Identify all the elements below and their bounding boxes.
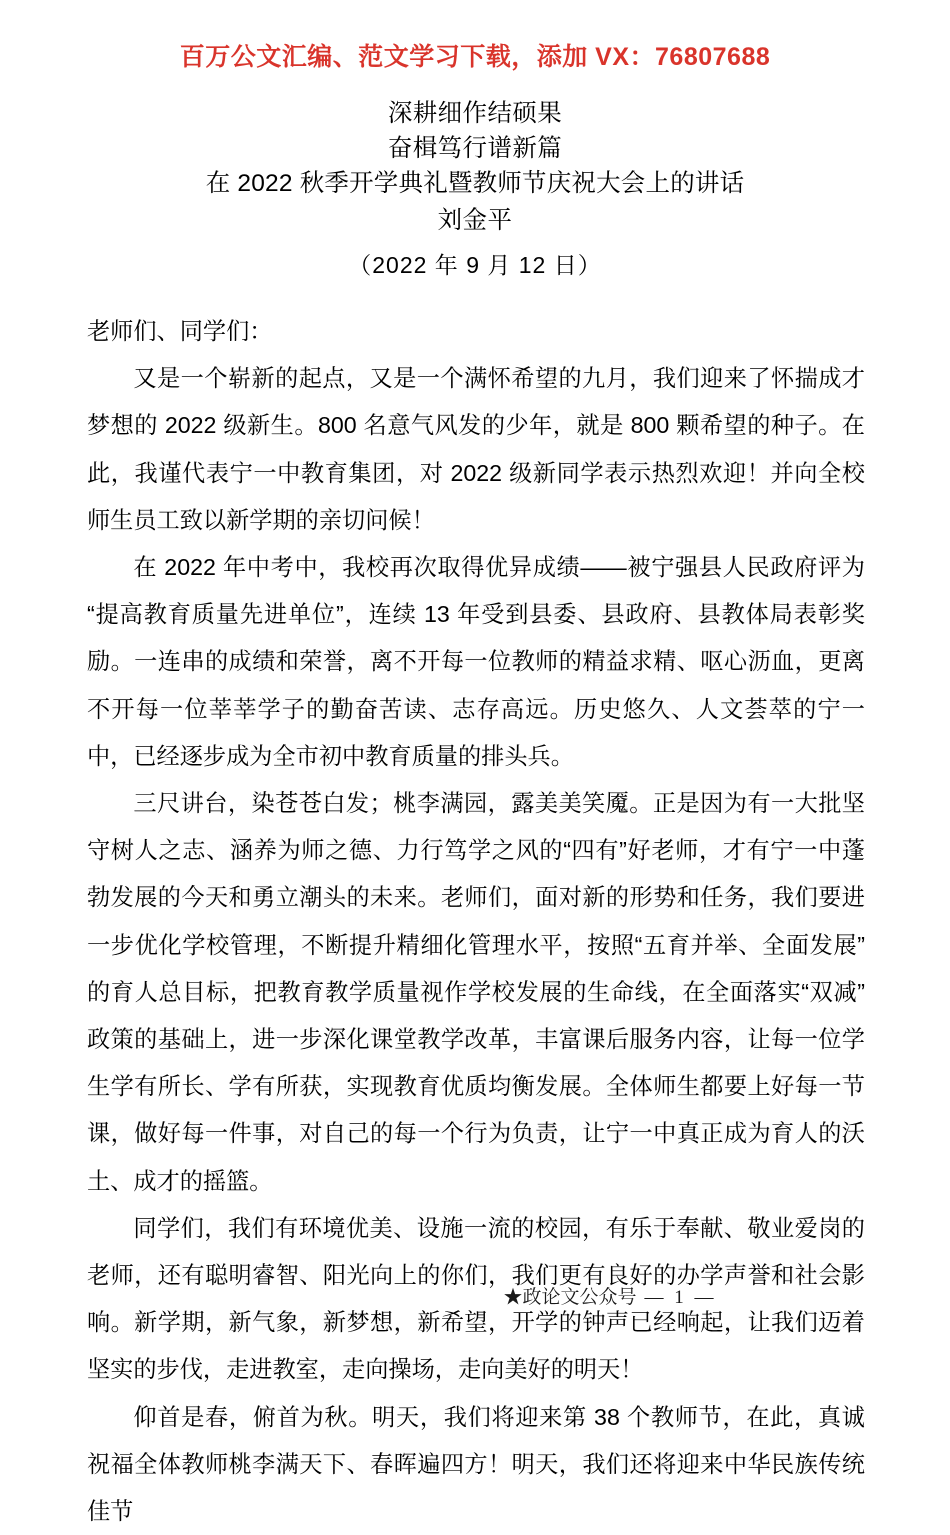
body-paragraph: 同学们，我们有环境优美、设施一流的校园，有乐于奉献、敬业爱岗的老师，还有聪明睿智、阳光向上的你们，我们更有良好的办学声誉和社会影响。新学期，新气象，新梦想，新希望，开学的钟声已经响起，让我们迈着坚实的步伐，走进教室，走向操场，走向美好的明天！	[87, 1214, 865, 1383]
promo-banner-text: 百万公文汇编、范文学习下载，添加 VX：76807688	[179, 43, 771, 71]
salutation-line: 老师们、同学们：	[87, 318, 273, 344]
footer-page-number: — 1 —	[644, 1287, 717, 1308]
body-paragraph: 三尺讲台，染苍苍白发；桃李满园，露美美笑魇。正是因为有一大批坚守树人之志、涵养为师之德、力行笃学之风的“四有”好老师，才有宁一中蓬勃发展的今天和勇立潮头的未来。老师们，面对新的形势和任务，我们要进一步优化学校管理，不断提升精细化管理水平，按照“五育并举、全面发展”的育人总目标，把教育教学质量视作学校发展的生命线，在全面落实“双减”政策的基础上，进一步深化课堂教学改革，丰富课后服务内容，让每一位学生学有所长、学有所获，实现教育优质均衡发展。全体师生都要上好每一节课，做好每一件事，对自己的每一个行为负责，让宁一中真正成为育人的沃土、成才的摇篮。	[87, 790, 865, 1194]
page-footer	[0, 1282, 950, 1309]
title-heading-line-2: 奋楫笃行谱新篇	[387, 135, 563, 162]
body-paragraph: 在 2022 年中考中，我校再次取得优异成绩——被宁强县人民政府评为“提高教育质量先进单位”，连续 13 年受到县委、县政府、县教体局表彰奖励。一连串的成绩和荣誉，离不开每一位教师的精益求精、呕心沥血，更离不开每一位莘莘学子的勤奋苦读、志存高远。历史悠久、人文荟萃的宁一中，已经逐步成为全市初中教育质量的排头兵。	[87, 554, 865, 769]
title-heading-line-1: 深耕细作结硕果	[387, 100, 563, 127]
body-paragraph: 仰首是春，俯首为秋。明天，我们将迎来第 38 个教师节，在此，真诚祝福全体教师桃李满天下、春晖遍四方！明天，我们还将迎来中华民族传统佳节	[87, 1403, 865, 1525]
document-title-block	[87, 96, 863, 283]
author-name: 刘金平	[437, 207, 513, 234]
speech-date: （2022 年 9 月 12 日）	[348, 252, 602, 278]
body-paragraph: 又是一个崭新的起点，又是一个满怀希望的九月，我们迎来了怀揣成才梦想的 2022 级新生。800 名意气风发的少年，就是 800 颗希望的种子。在此，我谨代表宁一中教育集团，对 2022 级新同学表示热烈欢迎！并向全校师生员工致以新学期的亲切问候！	[87, 365, 865, 533]
footer-watermark: ★政论文公众号	[503, 1287, 637, 1308]
speech-title: 在 2022 秋季开学典礼暨教师节庆祝大会上的讲话	[205, 170, 745, 197]
document-body	[87, 308, 865, 1535]
